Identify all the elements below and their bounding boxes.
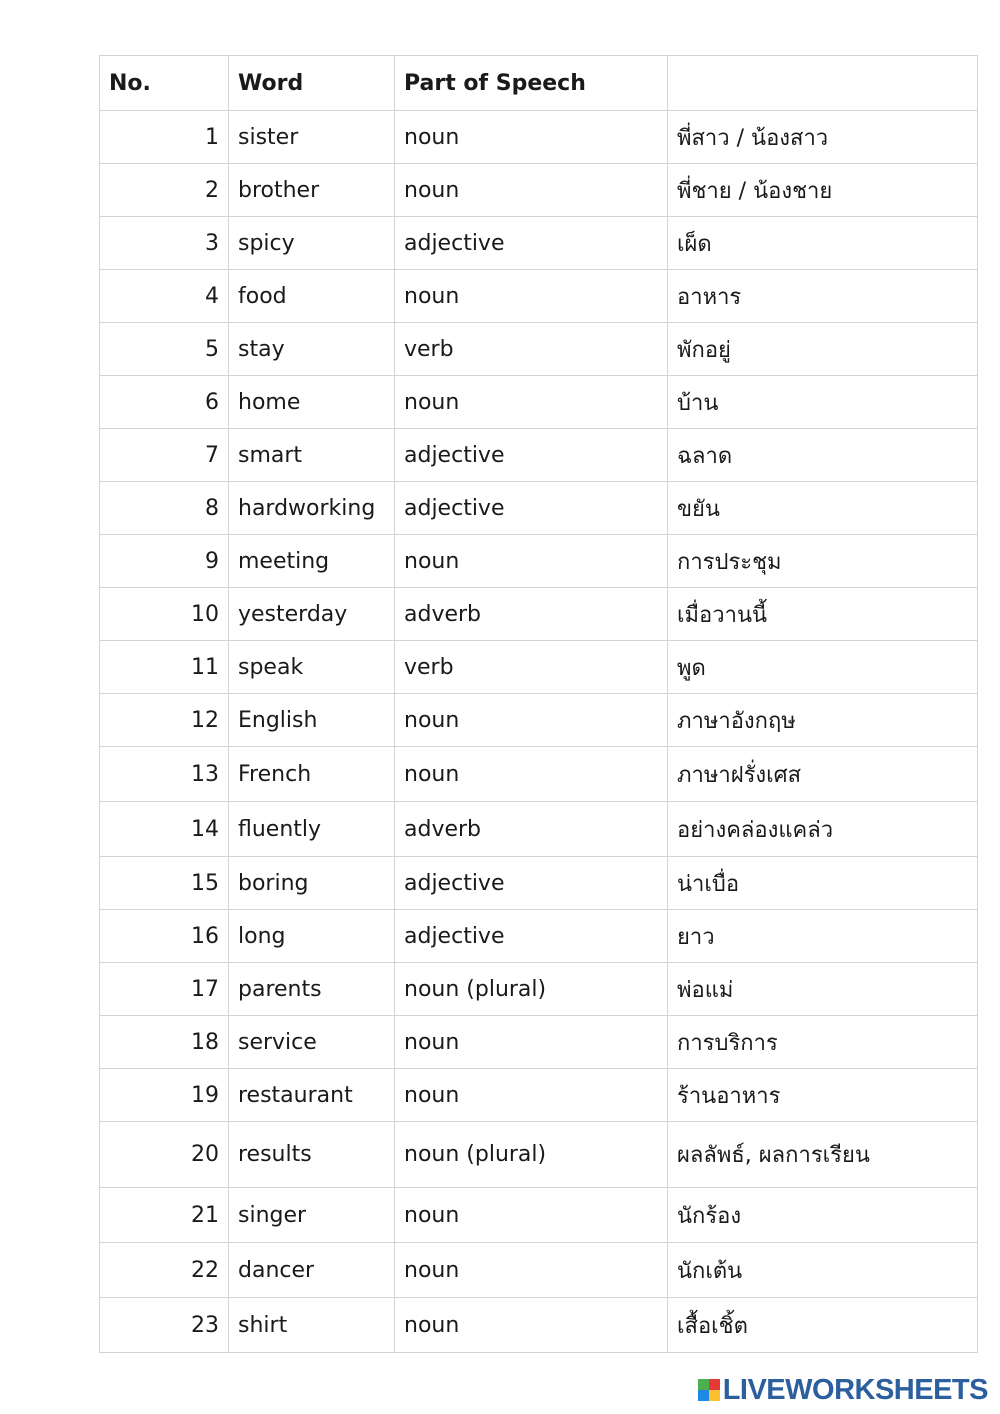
mark-square-1 <box>698 1379 709 1390</box>
cell-part-of-speech: noun (plural) <box>395 963 668 1016</box>
cell-part-of-speech: noun <box>395 376 668 429</box>
table-row <box>100 482 978 535</box>
cell-no: 19 <box>100 1069 229 1122</box>
table-header-row <box>100 56 978 111</box>
table-row <box>100 429 978 482</box>
cell-thai-meaning: พ่อแม่ <box>668 963 978 1016</box>
cell-part-of-speech: noun <box>395 1243 668 1298</box>
cell-no: 17 <box>100 963 229 1016</box>
cell-thai-meaning: เผ็ด <box>668 217 978 270</box>
table-row <box>100 376 978 429</box>
table-row <box>100 1188 978 1243</box>
mark-square-2 <box>709 1379 720 1390</box>
cell-part-of-speech: noun <box>395 270 668 323</box>
cell-thai-meaning: ภาษาอังกฤษ <box>668 694 978 747</box>
cell-no: 18 <box>100 1016 229 1069</box>
cell-thai-meaning: ภาษาฝรั่งเศส <box>668 747 978 802</box>
cell-thai-meaning: นักร้อง <box>668 1188 978 1243</box>
table-row <box>100 802 978 857</box>
cell-no: 4 <box>100 270 229 323</box>
cell-part-of-speech: noun <box>395 164 668 217</box>
cell-word: stay <box>229 323 395 376</box>
cell-part-of-speech: noun <box>395 1298 668 1353</box>
cell-no: 11 <box>100 641 229 694</box>
vocabulary-rows <box>100 111 978 1353</box>
table-row <box>100 963 978 1016</box>
cell-word: speak <box>229 641 395 694</box>
cell-thai-meaning: ฉลาด <box>668 429 978 482</box>
cell-no: 23 <box>100 1298 229 1353</box>
cell-thai-meaning: นักเต้น <box>668 1243 978 1298</box>
cell-part-of-speech: adjective <box>395 429 668 482</box>
cell-part-of-speech: noun <box>395 1016 668 1069</box>
cell-word: food <box>229 270 395 323</box>
cell-part-of-speech: verb <box>395 323 668 376</box>
cell-thai-meaning: น่าเบื่อ <box>668 857 978 910</box>
cell-part-of-speech: adjective <box>395 482 668 535</box>
cell-no: 21 <box>100 1188 229 1243</box>
cell-thai-meaning: เสื้อเชิ้ต <box>668 1298 978 1353</box>
header-part-of-speech: Part of Speech <box>395 56 668 111</box>
table-row <box>100 111 978 164</box>
table-row <box>100 1243 978 1298</box>
cell-word: boring <box>229 857 395 910</box>
cell-thai-meaning: พี่สาว / น้องสาว <box>668 111 978 164</box>
table-row <box>100 1069 978 1122</box>
cell-word: yesterday <box>229 588 395 641</box>
cell-thai-meaning: พูด <box>668 641 978 694</box>
cell-no: 12 <box>100 694 229 747</box>
cell-word: parents <box>229 963 395 1016</box>
cell-word: smart <box>229 429 395 482</box>
header-word: Word <box>229 56 395 111</box>
cell-part-of-speech: noun <box>395 1069 668 1122</box>
cell-word: long <box>229 910 395 963</box>
cell-word: service <box>229 1016 395 1069</box>
cell-thai-meaning: การบริการ <box>668 1016 978 1069</box>
cell-part-of-speech: noun <box>395 694 668 747</box>
cell-part-of-speech: adverb <box>395 802 668 857</box>
cell-no: 16 <box>100 910 229 963</box>
cell-thai-meaning: อาหาร <box>668 270 978 323</box>
table-row <box>100 641 978 694</box>
liveworksheets-logo <box>698 1374 988 1406</box>
cell-no: 6 <box>100 376 229 429</box>
cell-no: 2 <box>100 164 229 217</box>
vocabulary-sheet <box>99 55 977 1353</box>
cell-word: hardworking <box>229 482 395 535</box>
table-row <box>100 910 978 963</box>
table-row <box>100 535 978 588</box>
brand-text: LIVEWORKSHEETS <box>722 1374 988 1406</box>
table-row <box>100 270 978 323</box>
table-row <box>100 217 978 270</box>
cell-word: fluently <box>229 802 395 857</box>
cell-thai-meaning: ผลลัพธ์, ผลการเรียน <box>668 1122 978 1188</box>
cell-no: 15 <box>100 857 229 910</box>
cell-word: brother <box>229 164 395 217</box>
cell-word: restaurant <box>229 1069 395 1122</box>
cell-word: sister <box>229 111 395 164</box>
mark-square-3 <box>698 1390 709 1401</box>
cell-part-of-speech: adjective <box>395 857 668 910</box>
cell-part-of-speech: noun <box>395 111 668 164</box>
cell-no: 5 <box>100 323 229 376</box>
cell-thai-meaning: บ้าน <box>668 376 978 429</box>
header-no: No. <box>100 56 229 111</box>
cell-no: 1 <box>100 111 229 164</box>
mark-square-4 <box>709 1390 720 1401</box>
table-row <box>100 1298 978 1353</box>
cell-part-of-speech: adjective <box>395 217 668 270</box>
cell-no: 13 <box>100 747 229 802</box>
table-row <box>100 588 978 641</box>
cell-part-of-speech: adverb <box>395 588 668 641</box>
cell-no: 22 <box>100 1243 229 1298</box>
table-row <box>100 164 978 217</box>
cell-no: 9 <box>100 535 229 588</box>
cell-part-of-speech: noun (plural) <box>395 1122 668 1188</box>
cell-word: shirt <box>229 1298 395 1353</box>
table-row <box>100 747 978 802</box>
cell-no: 20 <box>100 1122 229 1188</box>
cell-thai-meaning: ร้านอาหาร <box>668 1069 978 1122</box>
cell-word: French <box>229 747 395 802</box>
cell-no: 7 <box>100 429 229 482</box>
cell-thai-meaning: การประชุม <box>668 535 978 588</box>
cell-word: results <box>229 1122 395 1188</box>
cell-thai-meaning: ขยัน <box>668 482 978 535</box>
table-row <box>100 694 978 747</box>
vocabulary-table <box>99 55 978 1353</box>
table-row <box>100 1122 978 1188</box>
cell-thai-meaning: พี่ชาย / น้องชาย <box>668 164 978 217</box>
cell-part-of-speech: noun <box>395 535 668 588</box>
cell-no: 8 <box>100 482 229 535</box>
cell-word: dancer <box>229 1243 395 1298</box>
cell-thai-meaning: เมื่อวานนี้ <box>668 588 978 641</box>
cell-word: spicy <box>229 217 395 270</box>
cell-no: 14 <box>100 802 229 857</box>
cell-part-of-speech: noun <box>395 1188 668 1243</box>
cell-word: English <box>229 694 395 747</box>
cell-thai-meaning: ยาว <box>668 910 978 963</box>
cell-word: meeting <box>229 535 395 588</box>
cell-word: home <box>229 376 395 429</box>
cell-word: singer <box>229 1188 395 1243</box>
liveworksheets-mark-icon <box>698 1379 720 1401</box>
cell-no: 10 <box>100 588 229 641</box>
cell-no: 3 <box>100 217 229 270</box>
cell-part-of-speech: verb <box>395 641 668 694</box>
cell-thai-meaning: อย่างคล่องแคล่ว <box>668 802 978 857</box>
table-row <box>100 323 978 376</box>
cell-thai-meaning: พักอยู่ <box>668 323 978 376</box>
header-thai-meaning <box>668 56 978 111</box>
cell-part-of-speech: adjective <box>395 910 668 963</box>
table-row <box>100 857 978 910</box>
table-row <box>100 1016 978 1069</box>
cell-part-of-speech: noun <box>395 747 668 802</box>
